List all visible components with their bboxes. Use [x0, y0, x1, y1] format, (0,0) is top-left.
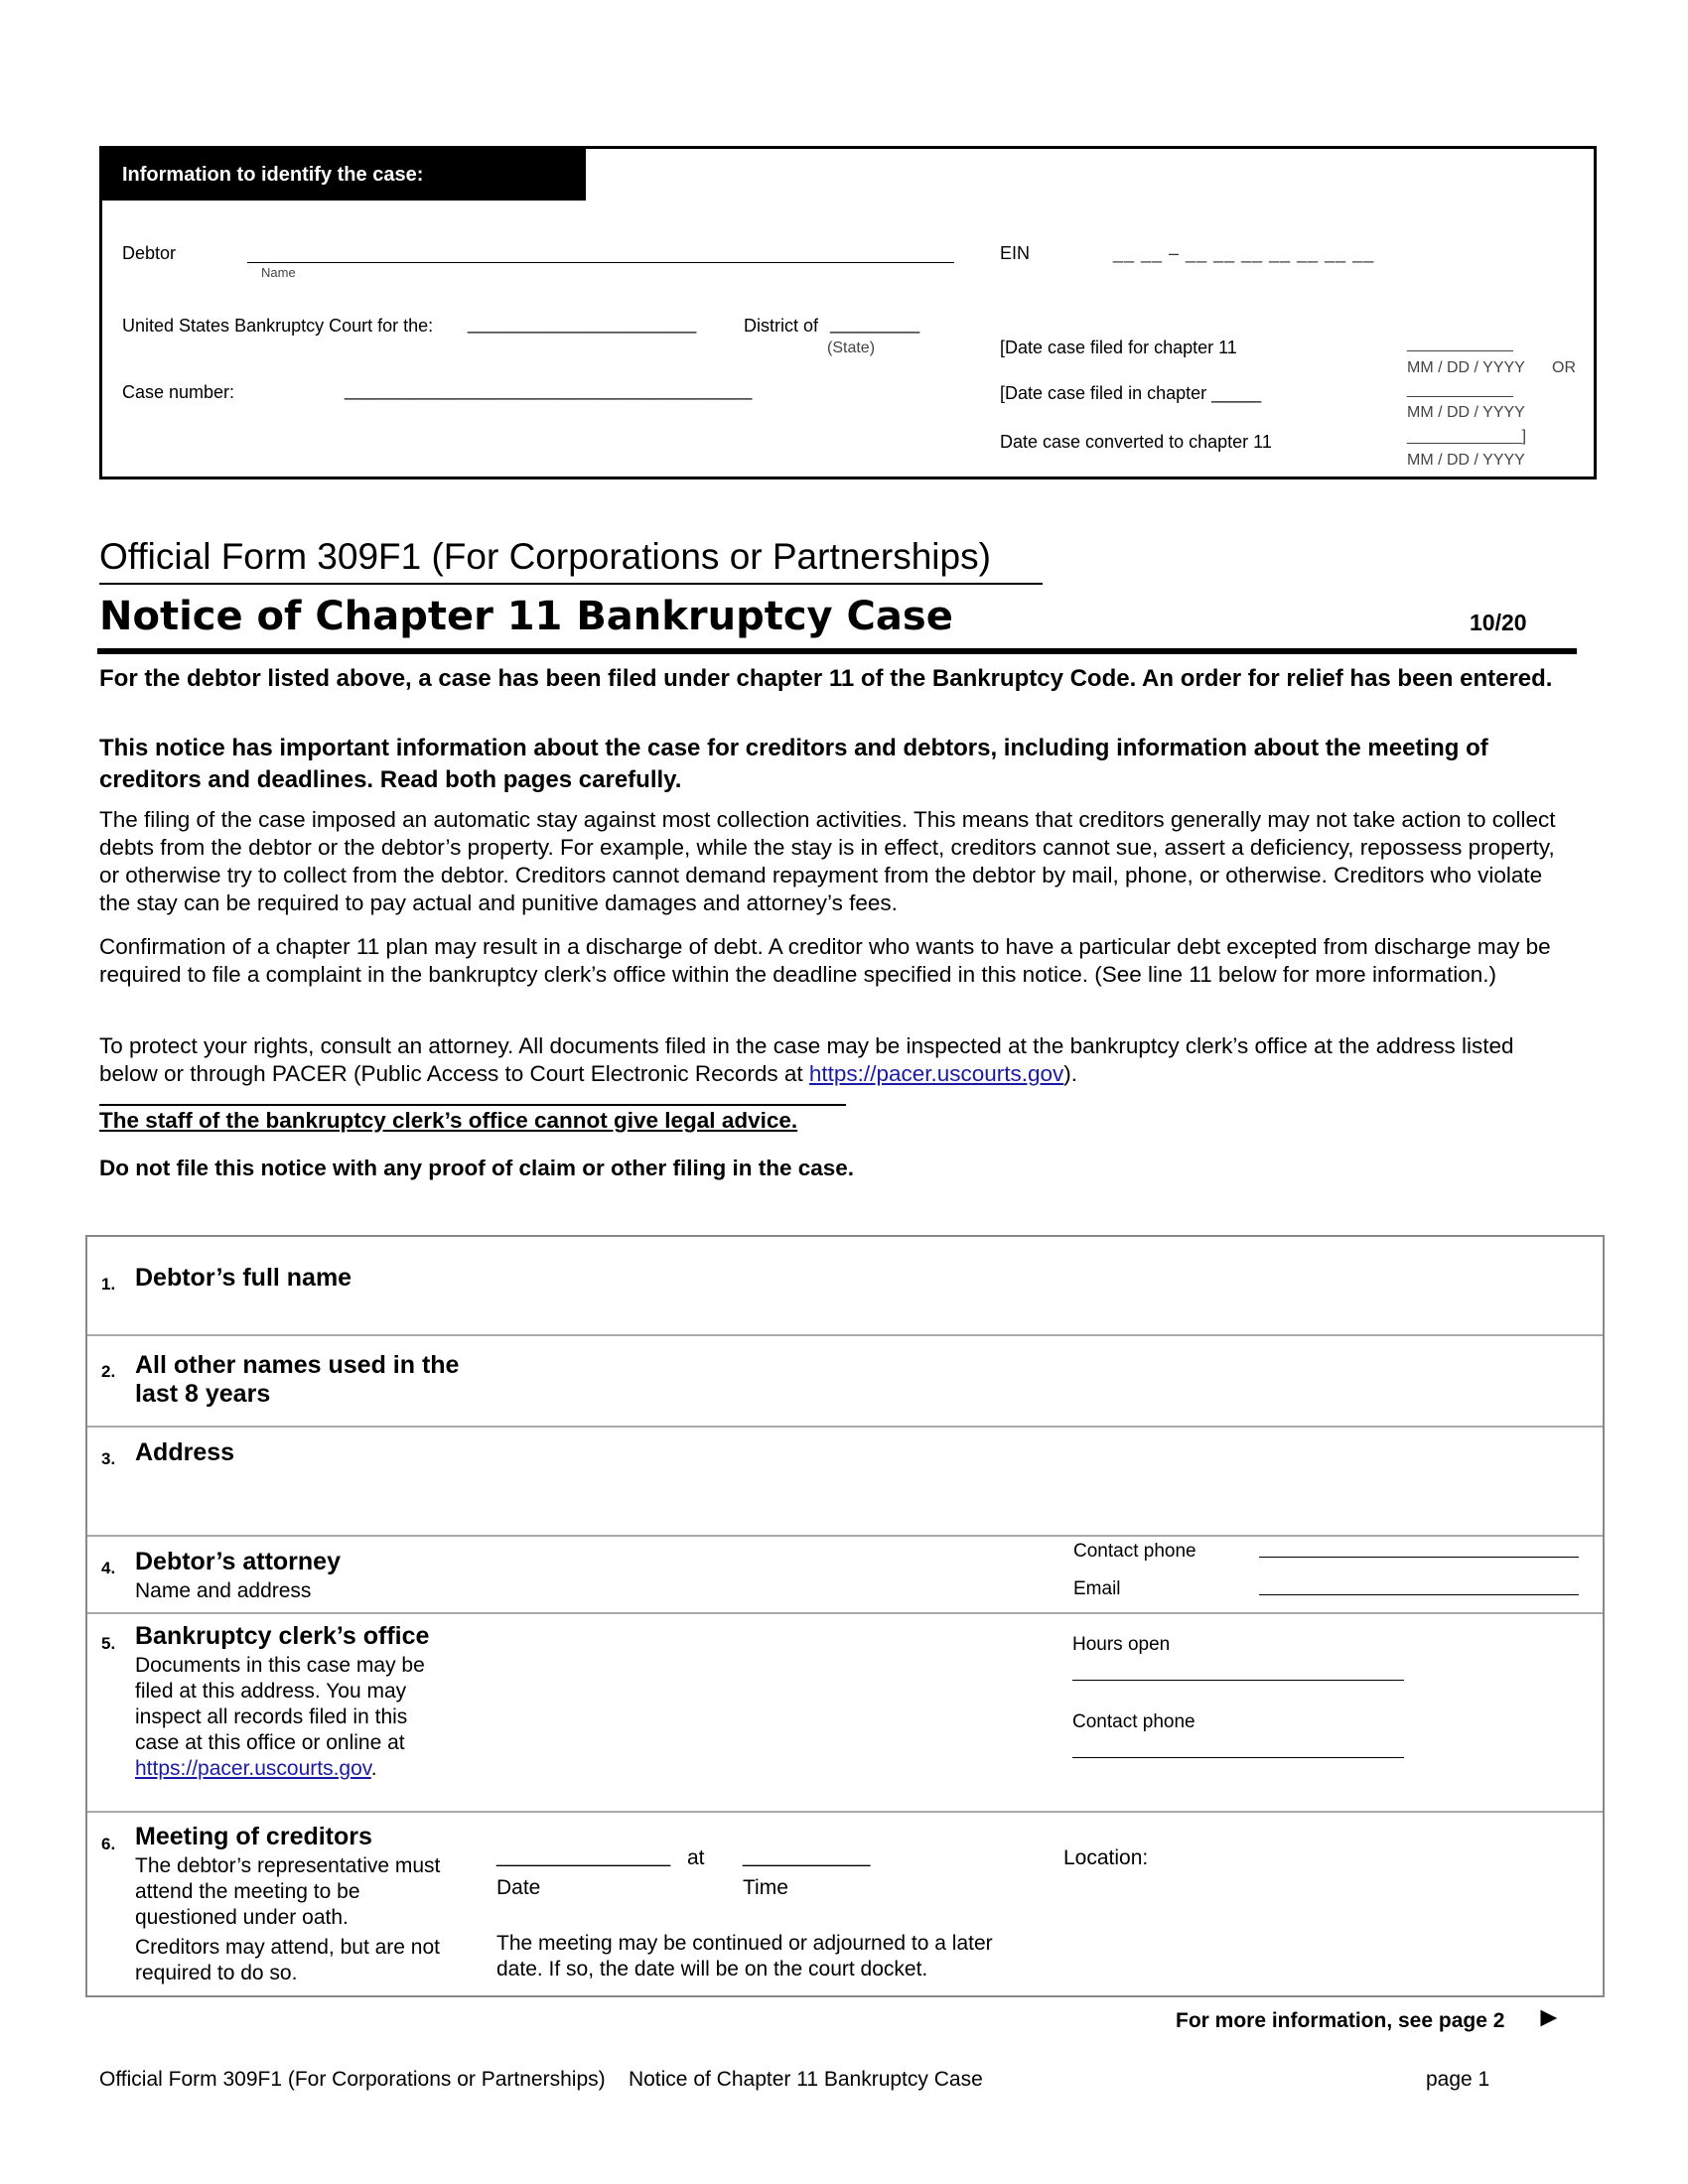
row-1-number: 1. [101, 1275, 116, 1294]
row-5-title: Bankruptcy clerk’s office [135, 1622, 430, 1650]
date-converted-field[interactable]: _____________] [1407, 428, 1527, 445]
ein-field[interactable]: __ __ – __ __ __ __ __ __ __ [1113, 243, 1375, 263]
date-converted-label: Date case converted to chapter 11 [1000, 432, 1272, 452]
more-info-text: For more information, see page 2 [1176, 2009, 1505, 2032]
case-number-label: Case number: [122, 382, 235, 402]
case-info-header: Information to identify the case: [102, 149, 586, 201]
meeting-date-label: Date [496, 1876, 541, 1899]
footer-form-name: Official Form 309F1 (For Corporations or Partnerships) Notice of Chapter 11 Bankruptcy Case [99, 2068, 983, 2091]
row-separator [87, 1612, 1603, 1614]
debtor-name-field[interactable] [247, 262, 954, 263]
meeting-time-field[interactable]: ___________ [743, 1844, 871, 1867]
meeting-date-field[interactable]: _______________ [496, 1844, 671, 1867]
row-2-number: 2. [101, 1362, 116, 1381]
row-5-number: 5. [101, 1634, 116, 1653]
ein-label: EIN [1000, 243, 1031, 263]
row-2-title-line-1: All other names used in the [135, 1351, 460, 1379]
intro-bold-2: This notice has important information about the case for creditors and debtors, including information about the meeting of creditors and deadlines. Read both pages carefully. [99, 735, 1488, 793]
case-details-table [85, 1235, 1605, 1997]
meeting-location-label: Location: [1063, 1846, 1149, 1869]
intro-paragraph-3-end: ). [1063, 1061, 1078, 1086]
court-label: United States Bankruptcy Court for the: [122, 316, 434, 336]
row-4-title: Debtor’s attorney [135, 1548, 341, 1575]
row-5-sub-line-1: Documents in this case may be [135, 1654, 425, 1677]
intro-paragraph-3 [99, 1032, 1569, 1088]
date-filed-chapter-label: [Date case filed in chapter _____ [1000, 383, 1262, 403]
row-6-sub-line-3: questioned under oath. [135, 1906, 349, 1929]
notice-title: Notice of Chapter 11 Bankruptcy Case [99, 594, 953, 639]
clerk-contact-phone-field[interactable] [1072, 1757, 1404, 1758]
row-2-title-line-2: last 8 years [135, 1380, 271, 1408]
title-rule [97, 648, 1577, 654]
form-title: Official Form 309F1 (For Corporations or Partnerships) [99, 536, 991, 577]
row-separator [87, 1334, 1603, 1336]
row-1-title: Debtor’s full name [135, 1264, 352, 1292]
intro-paragraph-2: Confirmation of a chapter 11 plan may result in a discharge of debt. A creditor who wants to have a particular debt excepted from discharge may be required to file a complaint in the bankruptcy clerk’s office within the deadline specified in this notice. (See line 11 below for more information.) [99, 934, 1551, 987]
row-6-sub-line-4: Creditors may attend, but are not [135, 1936, 440, 1959]
row-5-sub-line-3: inspect all records filed in this [135, 1706, 408, 1728]
row-5-link-line [135, 1756, 377, 1782]
date-format-1: MM / DD / YYYY [1407, 359, 1525, 376]
staff-note: The staff of the bankruptcy clerk’s office cannot give legal advice. [99, 1108, 798, 1133]
pacer-link[interactable]: https://pacer.uscourts.gov [808, 1061, 1064, 1086]
name-caption: Name [261, 265, 296, 280]
row-4-number: 4. [101, 1559, 116, 1577]
attorney-contact-phone-label: Contact phone [1073, 1541, 1196, 1562]
row-6-sub-line-1: The debtor’s representative must [135, 1854, 441, 1877]
attorney-email-label: Email [1073, 1578, 1121, 1599]
meeting-time-label: Time [743, 1876, 788, 1899]
court-field[interactable]: _______________________ [468, 314, 697, 334]
hours-open-label: Hours open [1072, 1634, 1171, 1655]
intro-bold-1: For the debtor listed above, a case has been filed under chapter 11 of the Bankruptcy Code. An order for relief has been entered. [99, 665, 1553, 692]
arrow-right-icon: ► [1535, 2001, 1563, 2032]
intro-paragraph-3-text: To protect your rights, consult an attorney. All documents filed in the case may be inspected at the bankruptcy clerk’s office at the address listed below or through PACER (Public Access to Court Electronic Records at [99, 1033, 1514, 1086]
date-format-2: MM / DD / YYYY [1407, 404, 1525, 421]
case-number-field[interactable]: _________________________________________ [345, 380, 753, 400]
form-title-rule [99, 583, 1043, 585]
form-date: 10/20 [1470, 610, 1527, 635]
date-format-3: MM / DD / YYYY [1407, 452, 1525, 469]
intro-paragraph-1: The filing of the case imposed an automatic stay against most collection activities. This means that creditors generally may not take action to collect debts from the debtor or the debtor’s property. For example, while the stay is in effect, creditors cannot sue, assert a deficiency, repossess property, or otherwise try to collect from the debtor. Creditors cannot demand repayment from the debtor by mail, phone, or otherwise. Creditors who violate the stay can be required to pay actual and punitive damages and attorney’s fees. [99, 807, 1556, 915]
date-filed-ch11-label: [Date case filed for chapter 11 [1000, 338, 1237, 357]
row-5-sub-line-4: case at this office or online at [135, 1731, 405, 1754]
or-text: OR [1552, 359, 1576, 376]
row-5-link-end: . [370, 1757, 377, 1780]
do-not-file-note: Do not file this notice with any proof of claim or other filing in the case. [99, 1156, 855, 1180]
row-6-number: 6. [101, 1835, 116, 1853]
attorney-email-field[interactable] [1259, 1594, 1579, 1595]
row-separator [87, 1811, 1603, 1813]
footer-page-number: page 1 [1426, 2068, 1490, 2091]
meeting-note-line-1: The meeting may be continued or adjourned to a later [496, 1932, 993, 1955]
meeting-at-text: at [687, 1846, 705, 1869]
row-5-sub-line-2: filed at this address. You may [135, 1680, 407, 1703]
attorney-contact-phone-field[interactable] [1259, 1557, 1579, 1558]
row-3-number: 3. [101, 1449, 116, 1468]
district-label: District of [744, 316, 819, 336]
row-separator [87, 1535, 1603, 1537]
hours-open-field[interactable] [1072, 1680, 1404, 1681]
row-separator [87, 1426, 1603, 1428]
clerk-contact-phone-label: Contact phone [1072, 1711, 1196, 1732]
case-info-box [99, 146, 1597, 479]
state-caption: (State) [827, 340, 876, 356]
row-5-pacer-link[interactable]: https://pacer.uscourts.gov [135, 1757, 371, 1780]
date-filed-ch11-field[interactable]: ____________ [1407, 336, 1513, 352]
row-6-title: Meeting of creditors [135, 1823, 372, 1850]
district-field[interactable]: _________ [830, 314, 920, 334]
row-3-title: Address [135, 1438, 235, 1466]
row-6-sub-line-5: required to do so. [135, 1962, 298, 1984]
row-6-sub-line-2: attend the meeting to be [135, 1880, 360, 1903]
date-filed-chapter-field[interactable]: ____________ [1407, 381, 1513, 398]
row-4-subtitle: Name and address [135, 1579, 312, 1602]
debtor-label: Debtor [122, 243, 177, 263]
meeting-note-line-2: date. If so, the date will be on the court docket. [496, 1958, 928, 1980]
staff-note-rule [99, 1104, 846, 1106]
